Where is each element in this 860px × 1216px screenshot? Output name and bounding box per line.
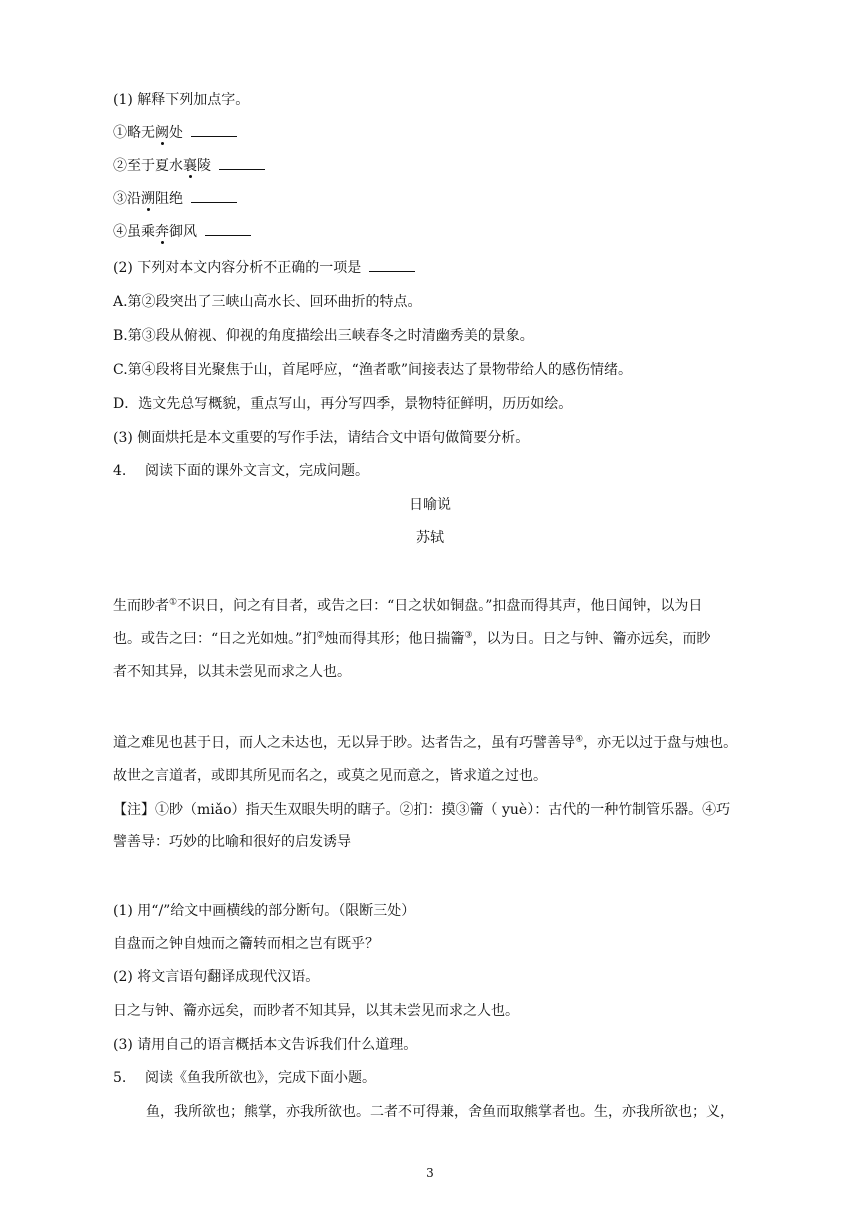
- q4-sub2-text: 日之与钟、籥亦远矣，而眇者不知其异，以其未尝见而求之人也。: [113, 1003, 519, 1019]
- passage-line: 道之难见也甚于日，而人之未达也，无以异于眇。达者告之，虽有巧譬善导④，亦无以过于盘与烛也。: [113, 734, 738, 751]
- page-number: 3: [426, 1166, 434, 1180]
- answer-blank: [219, 157, 265, 170]
- q3-item-4: ④虽乘奔御风: [113, 222, 776, 242]
- dotted-char: 阙: [155, 125, 169, 141]
- answer-blank: [369, 259, 415, 272]
- q4-sub3-title: (3) 请用自己的语言概括本文告诉我们什么道理。: [113, 1037, 418, 1053]
- q3-option-a: A.第②段突出了三峡山高水长、回环曲折的特点。: [113, 294, 422, 310]
- q3-item-1: ①略无阙处: [113, 123, 776, 143]
- q4-prompt: 4. 阅读下面的课外文言文，完成问题。: [113, 463, 369, 479]
- dotted-char: 襄: [183, 158, 197, 174]
- q5-prompt: 5. 阅读《鱼我所欲也》，完成下面小题。: [113, 1070, 376, 1086]
- q3-sub2-title: (2) 下列对本文内容分析不正确的一项是: [113, 258, 776, 278]
- q3-option-c: C.第④段将目光聚焦于山，首尾呼应，“渔者歌”间接表达了景物带给人的感伤情绪。: [113, 362, 632, 378]
- q5-passage-line: 鱼，我所欲也；熊掌，亦我所欲也。二者不可得兼，舍鱼而取熊掌者也。生，亦我所欲也；义，: [146, 1104, 734, 1120]
- q3-option-b: B.第③段从俯视、仰视的角度描绘出三峡春冬之时清幽秀美的景象。: [113, 328, 534, 344]
- answer-blank: [191, 124, 237, 137]
- q3-sub1-title: (1) 解释下列加点字。: [113, 92, 250, 108]
- answer-blank: [205, 223, 251, 236]
- annotation-line: 【注】①眇（miǎo）指天生双眼失明的瞎子。②扪：摸③籥（ yuè）：古代的一种竹制管乐器。④巧: [113, 802, 731, 818]
- q4-sub1-text: 自盘而之钟自烛而之籥转而相之岂有既乎？: [113, 936, 379, 952]
- q3-item-3: ③沿溯阻绝: [113, 189, 776, 209]
- dotted-char: 溯: [141, 191, 155, 207]
- passage-title: 日喻说: [409, 497, 451, 513]
- annotation-line: 譬善导：巧妙的比喻和很好的启发诱导: [113, 834, 351, 850]
- q4-sub1-title: (1) 用“/”给文中画横线的部分断句。（限断三处）: [113, 903, 416, 919]
- q4-sub2-title: (2) 将文言语句翻译成现代汉语。: [113, 969, 320, 985]
- passage-line: 生而眇者①不识日，问之有目者，或告之曰：“日之状如铜盘。”扣盘而得其声，他日闻钟，以为日: [113, 597, 703, 614]
- passage-line: 者不知其异，以其未尝见而求之人也。: [113, 664, 351, 680]
- passage-line: 也。或告之曰：“日之光如烛。”扪②烛而得其形；他日揣籥③，以为日。日之与钟、籥亦远矣，而眇: [113, 630, 711, 647]
- dotted-char: 奔: [155, 224, 169, 240]
- q3-sub3-title: (3) 侧面烘托是本文重要的写作手法，请结合文中语句做简要分析。: [113, 430, 530, 446]
- passage-author: 苏轼: [416, 530, 444, 546]
- q3-option-d: D．选文先总写概貌，重点写山，再分写四季，景物特征鲜明，历历如绘。: [113, 396, 573, 412]
- answer-blank: [191, 190, 237, 203]
- q3-item-2: ②至于夏水襄陵: [113, 156, 776, 176]
- passage-line: 故世之言道者，或即其所见而名之，或莫之见而意之，皆求道之过也。: [113, 768, 547, 784]
